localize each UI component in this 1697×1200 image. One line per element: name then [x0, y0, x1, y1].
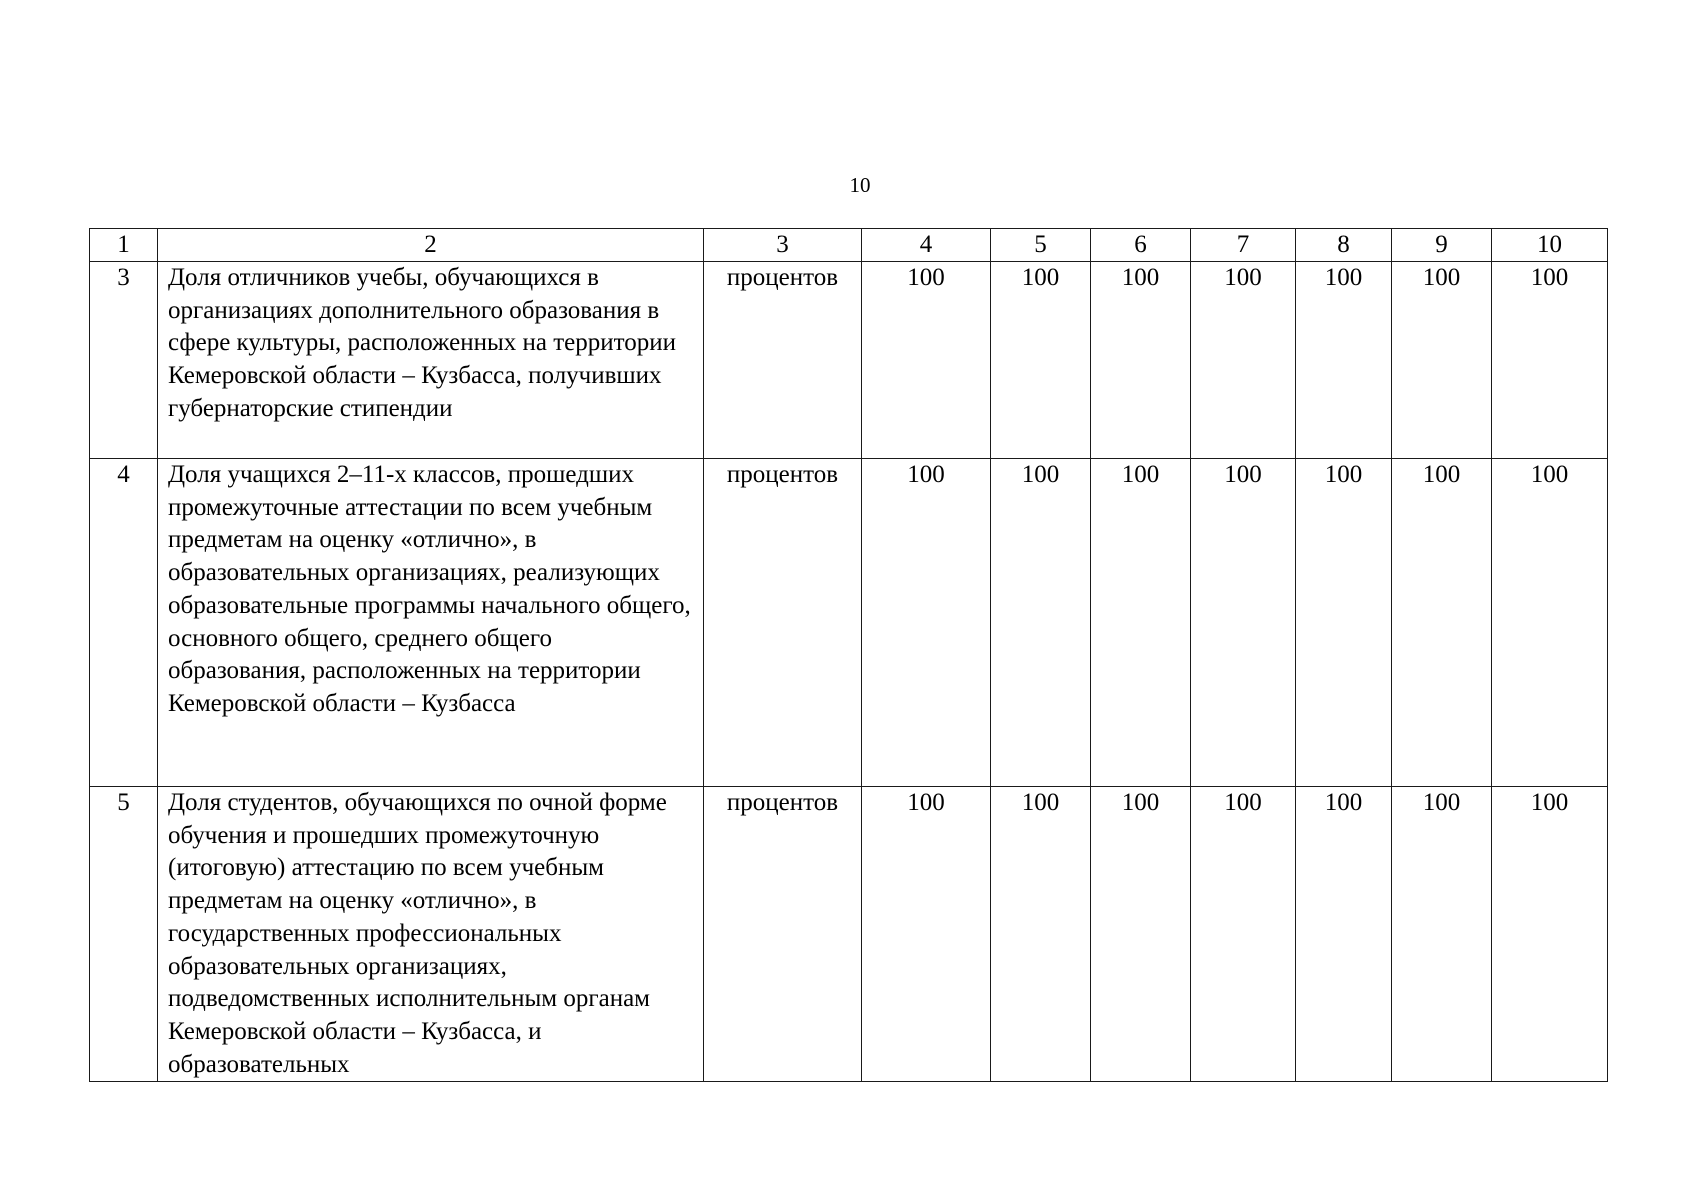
indicator-description: Доля учащихся 2–11-х классов, прошедших промежуточные аттестации по всем учебным предметам на оценку «отлично», в образовательных организациях, реализующих образовательные программы начального общего, основного общего, среднего общего образования, расположенных на территории Кемеровской области – Кузбасса — [158, 459, 704, 787]
indicators-table — [89, 228, 1608, 1082]
value-cell: 100 — [862, 787, 991, 1082]
value-cell: 100 — [1492, 459, 1608, 787]
row-number: 4 — [90, 459, 158, 787]
header-cell: 1 — [90, 229, 158, 262]
unit-cell: процентов — [704, 787, 862, 1082]
header-cell: 2 — [158, 229, 704, 262]
unit-cell: процентов — [704, 262, 862, 459]
value-cell: 100 — [1492, 787, 1608, 1082]
value-cell: 100 — [1296, 459, 1392, 787]
row-number: 5 — [90, 787, 158, 1082]
value-cell: 100 — [1392, 262, 1492, 459]
header-cell: 3 — [704, 229, 862, 262]
value-cell: 100 — [1091, 787, 1191, 1082]
header-cell: 10 — [1492, 229, 1608, 262]
indicator-description: Доля студентов, обучающихся по очной форме обучения и прошедших промежуточную (итоговую) аттестацию по всем учебным предметам на оценку «отлично», в государственных профессиональных образовательных организациях, подведомственных исполнительным органам Кемеровской области – Кузбасса, и образовательных — [158, 787, 704, 1082]
table-header-row — [90, 229, 1608, 262]
row-number: 3 — [90, 262, 158, 459]
value-cell: 100 — [1191, 262, 1296, 459]
unit-cell: процентов — [704, 459, 862, 787]
header-cell: 5 — [991, 229, 1091, 262]
value-cell: 100 — [1091, 459, 1191, 787]
table-row — [90, 787, 1608, 1082]
table-row — [90, 262, 1608, 459]
value-cell: 100 — [991, 262, 1091, 459]
value-cell: 100 — [1392, 787, 1492, 1082]
value-cell: 100 — [1492, 262, 1608, 459]
value-cell: 100 — [862, 262, 991, 459]
page-number: 10 — [849, 173, 871, 197]
value-cell: 100 — [991, 787, 1091, 1082]
value-cell: 100 — [1392, 459, 1492, 787]
header-cell: 9 — [1392, 229, 1492, 262]
value-cell: 100 — [1296, 787, 1392, 1082]
value-cell: 100 — [1296, 262, 1392, 459]
value-cell: 100 — [1091, 262, 1191, 459]
header-cell: 6 — [1091, 229, 1191, 262]
value-cell: 100 — [1191, 787, 1296, 1082]
header-cell: 8 — [1296, 229, 1392, 262]
indicator-description: Доля отличников учебы, обучающихся в организациях дополнительного образования в сфере культуры, расположенных на территории Кемеровской области – Кузбасса, получивших губернаторские стипендии — [158, 262, 704, 459]
header-cell: 4 — [862, 229, 991, 262]
value-cell: 100 — [991, 459, 1091, 787]
value-cell: 100 — [862, 459, 991, 787]
value-cell: 100 — [1191, 459, 1296, 787]
table-row — [90, 459, 1608, 787]
header-cell: 7 — [1191, 229, 1296, 262]
